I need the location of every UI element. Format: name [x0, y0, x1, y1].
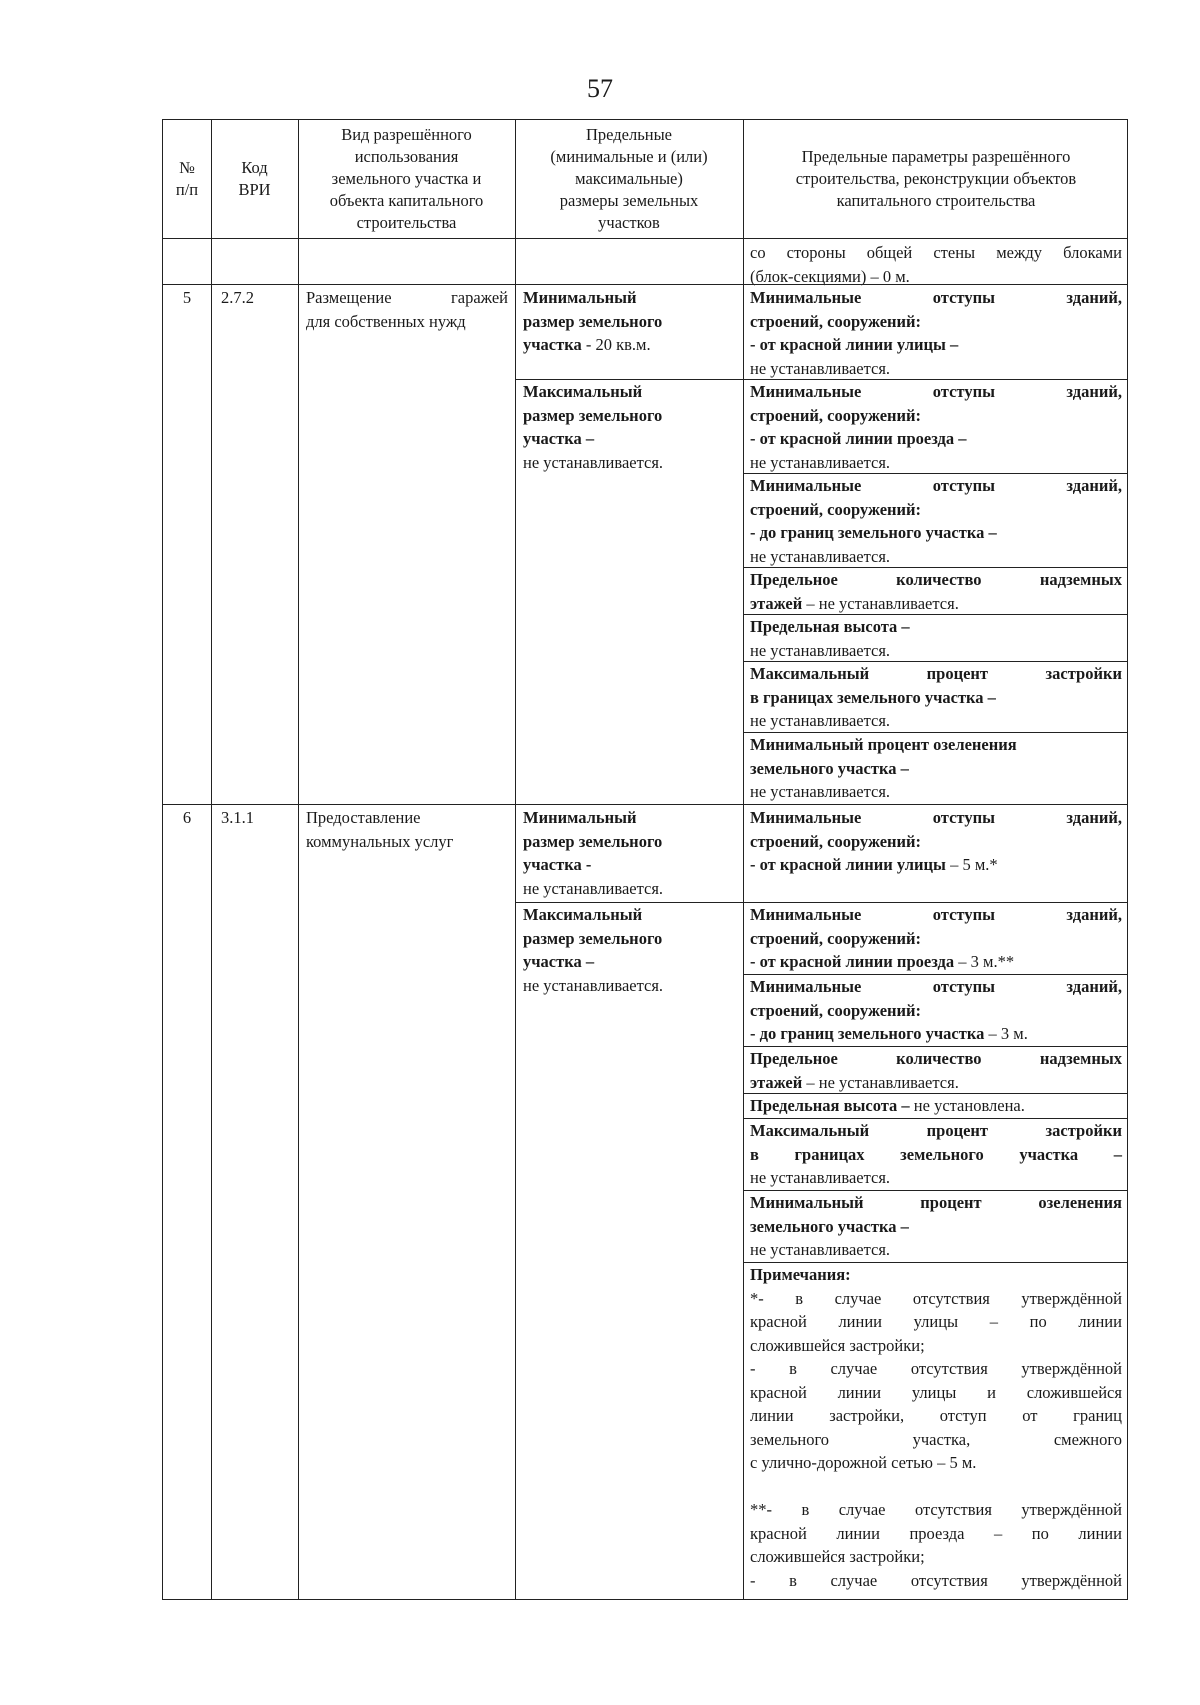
note-line: **- в случае отсутствия утверждённой	[750, 1500, 1122, 1519]
note-line: *- в случае отсутствия утверждённой	[750, 1288, 1122, 1308]
param-offset-street: Минимальные отступы зданий, строений, сооружений: - от красной линии улицы – 5 м.*	[750, 808, 1122, 874]
row-number: 6	[182, 808, 192, 827]
notes	[750, 1263, 1122, 1592]
note-line: сложившейся застройки;	[750, 1547, 925, 1566]
param-green-percent: Минимальный процент озеленения земельного участка – не устанавливается.	[750, 1193, 1122, 1259]
max-plot-size: Максимальный размер земельного участка – не устанавливается.	[523, 382, 664, 472]
header-parameters: Предельные параметры разрешённого строительства, реконструкции объектов капитального строительства	[795, 147, 1077, 210]
column-divider	[743, 120, 744, 1599]
param-height: Предельная высота – не устанавливается.	[750, 617, 910, 660]
param-offset-boundary: Минимальные отступы зданий, строений, сооружений: - до границ земельного участка – 3 м.	[750, 977, 1122, 1043]
max-plot-size: Максимальный размер земельного участка – не устанавливается.	[523, 905, 664, 995]
notes-title: Примечания:	[750, 1265, 851, 1284]
header-number: № п/п	[175, 158, 199, 199]
page-number: 57	[587, 74, 613, 103]
note-line: с улично-дорожной сетью – 5 м.	[750, 1453, 977, 1472]
note-line: - в случае отсутствия утверждённой	[750, 1359, 1122, 1378]
param-offset-passage: Минимальные отступы зданий, строений, сооружений: - от красной линии проезда – 3 м.**	[750, 905, 1122, 971]
column-divider	[211, 120, 212, 1599]
row-code: 3.1.1	[221, 808, 254, 827]
continuation-text: со стороны общей стены между блоками (блок-секциями) – 0 м.	[750, 243, 1122, 286]
row-use-type: Предоставление коммунальных услуг	[306, 808, 454, 851]
column-divider	[515, 120, 516, 1599]
param-height: Предельная высота – не установлена.	[750, 1096, 1025, 1115]
column-divider	[298, 120, 299, 1599]
param-floors: Предельное количество надземных этажей – не устанавливается.	[750, 570, 1122, 613]
param-floors: Предельное количество надземных этажей – не устанавливается.	[750, 1049, 1122, 1092]
note-line: сложившейся застройки;	[750, 1335, 925, 1355]
param-offset-boundary: Минимальные отступы зданий, строений, сооружений: - до границ земельного участка – не устанавливается.	[750, 476, 1122, 566]
note-line: - в случае отсутствия утверждённой	[750, 1570, 1122, 1590]
header-use-type: Вид разрешённого использования земельного участка и объекта капитального строительства	[329, 125, 484, 232]
row-use-type: Размещение гаражей для собственных нужд	[306, 288, 508, 331]
param-offset-passage: Минимальные отступы зданий, строений, сооружений: - от красной линии проезда – не устанавливается.	[750, 382, 1122, 472]
note-line: земельного участка, смежного	[750, 1429, 1122, 1449]
param-green-percent: Минимальный процент озеленения земельного участка – не устанавливается.	[750, 735, 1017, 801]
min-plot-size: Минимальный размер земельного участка - не устанавливается.	[523, 808, 664, 898]
header-plot-sizes: Предельные (минимальные и (или) максимальные) размеры земельных участков	[550, 125, 708, 232]
param-offset-street: Минимальные отступы зданий, строений, сооружений: - от красной линии улицы – не устанавливается.	[750, 288, 1122, 378]
note-line: линии застройки, отступ от границ	[750, 1406, 1122, 1425]
row-number: 5	[182, 288, 192, 307]
note-line: красной линии улицы – по линии	[750, 1312, 1122, 1331]
header-code: Код ВРИ	[238, 158, 271, 199]
note-line	[750, 1475, 1122, 1499]
min-plot-size: Минимальный размер земельного участка - 20 кв.м.	[523, 288, 663, 354]
regulations-table	[162, 119, 1128, 1600]
note-line: красной линии улицы и сложившейся	[750, 1382, 1122, 1402]
param-building-percent: Максимальный процент застройки в границах земельного участка – не устанавливается.	[750, 664, 1122, 730]
note-line: красной линии проезда – по линии	[750, 1523, 1122, 1543]
row-code: 2.7.2	[221, 288, 254, 307]
param-building-percent: Максимальный процент застройки в границах земельного участка – не устанавливается.	[750, 1121, 1122, 1187]
